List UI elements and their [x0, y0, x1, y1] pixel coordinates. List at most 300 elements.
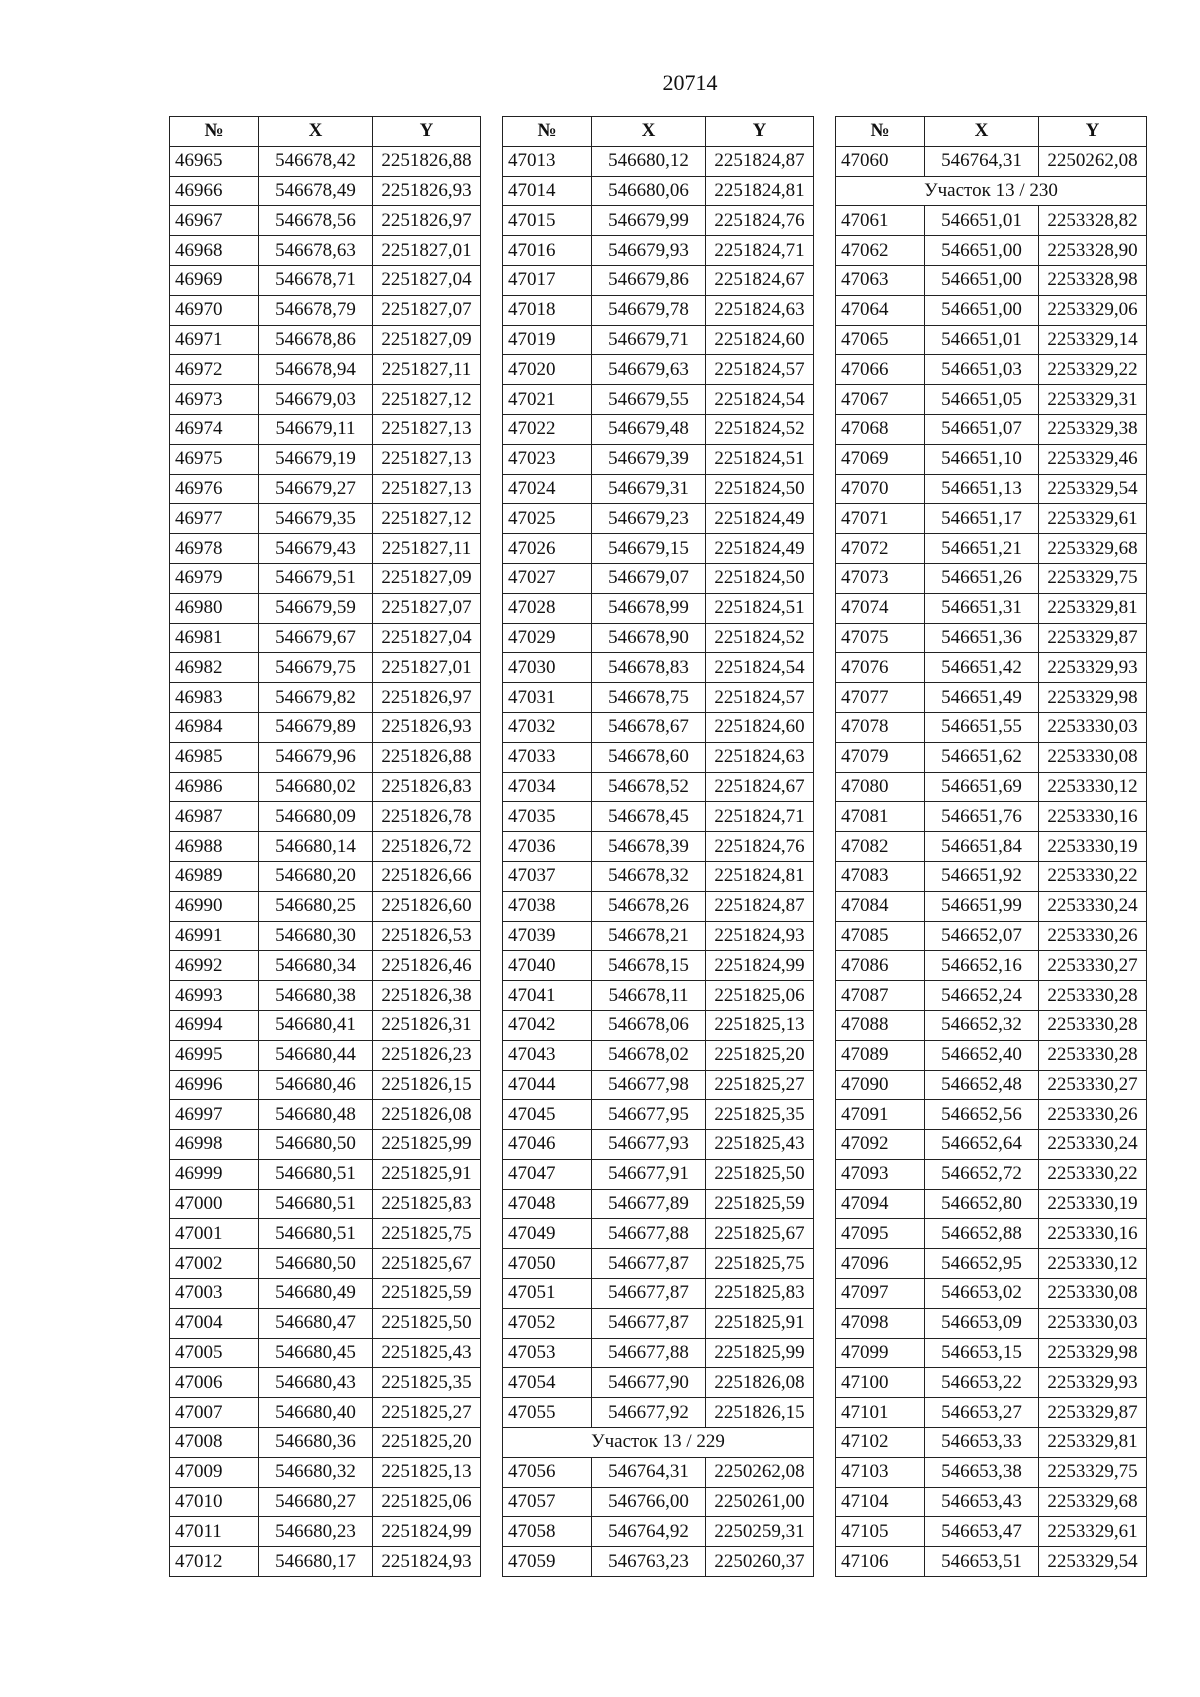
header-number: № [836, 117, 925, 147]
y-coordinate-cell: 2253329,98 [1039, 683, 1147, 713]
table-row [503, 534, 814, 564]
table-row [503, 1249, 814, 1279]
x-coordinate-cell: 546680,47 [259, 1308, 373, 1338]
x-coordinate-cell: 546678,60 [592, 742, 706, 772]
x-coordinate-cell: 546678,42 [259, 146, 373, 176]
point-number-cell: 47099 [836, 1338, 925, 1368]
point-number-cell: 47069 [836, 444, 925, 474]
x-coordinate-cell: 546677,92 [592, 1398, 706, 1428]
point-number-cell: 46967 [170, 206, 259, 236]
y-coordinate-cell: 2251826,93 [373, 176, 481, 206]
x-coordinate-cell: 546680,51 [259, 1219, 373, 1249]
x-coordinate-cell: 546678,86 [259, 325, 373, 355]
y-coordinate-cell: 2251825,75 [373, 1219, 481, 1249]
y-coordinate-cell: 2251825,35 [706, 1100, 814, 1130]
point-number-cell: 47025 [503, 504, 592, 534]
table-row [503, 146, 814, 176]
y-coordinate-cell: 2253329,81 [1039, 1428, 1147, 1458]
y-coordinate-cell: 2251825,75 [706, 1249, 814, 1279]
point-number-cell: 47039 [503, 921, 592, 951]
table-row [170, 1368, 481, 1398]
y-coordinate-cell: 2253330,12 [1039, 772, 1147, 802]
table-row [170, 295, 481, 325]
table-row [836, 1517, 1147, 1547]
y-coordinate-cell: 2253329,87 [1039, 1398, 1147, 1428]
y-coordinate-cell: 2251825,13 [373, 1457, 481, 1487]
table-row [503, 1070, 814, 1100]
point-number-cell: 46991 [170, 921, 259, 951]
table-row [170, 1219, 481, 1249]
x-coordinate-cell: 546653,43 [925, 1487, 1039, 1517]
table-row [170, 1070, 481, 1100]
header-number: № [170, 117, 259, 147]
page-number: 20714 [662, 70, 718, 95]
point-number-cell: 47031 [503, 683, 592, 713]
y-coordinate-cell: 2253330,03 [1039, 712, 1147, 742]
x-coordinate-cell: 546651,07 [925, 414, 1039, 444]
y-coordinate-cell: 2251824,51 [706, 444, 814, 474]
x-coordinate-cell: 546678,99 [592, 593, 706, 623]
header-y: Y [373, 117, 481, 147]
point-number-cell: 47070 [836, 474, 925, 504]
point-number-cell: 47098 [836, 1308, 925, 1338]
point-number-cell: 47059 [503, 1547, 592, 1577]
point-number-cell: 47076 [836, 653, 925, 683]
table-row [503, 593, 814, 623]
x-coordinate-cell: 546652,80 [925, 1189, 1039, 1219]
y-coordinate-cell: 2251825,20 [706, 1040, 814, 1070]
x-coordinate-cell: 546678,90 [592, 623, 706, 653]
table-row [836, 1040, 1147, 1070]
point-number-cell: 46974 [170, 414, 259, 444]
y-coordinate-cell: 2251826,66 [373, 861, 481, 891]
x-coordinate-cell: 546653,38 [925, 1457, 1039, 1487]
table-row [836, 563, 1147, 593]
table-row [503, 1010, 814, 1040]
y-coordinate-cell: 2251827,07 [373, 593, 481, 623]
x-coordinate-cell: 546680,02 [259, 772, 373, 802]
x-coordinate-cell: 546651,13 [925, 474, 1039, 504]
x-coordinate-cell: 546651,55 [925, 712, 1039, 742]
table-row [503, 265, 814, 295]
x-coordinate-cell: 546653,02 [925, 1279, 1039, 1309]
y-coordinate-cell: 2251827,09 [373, 325, 481, 355]
table-row [170, 1487, 481, 1517]
point-number-cell: 47045 [503, 1100, 592, 1130]
x-coordinate-cell: 546679,63 [592, 355, 706, 385]
x-coordinate-cell: 546678,52 [592, 772, 706, 802]
y-coordinate-cell: 2250259,31 [706, 1517, 814, 1547]
x-coordinate-cell: 546677,98 [592, 1070, 706, 1100]
y-coordinate-cell: 2251827,01 [373, 653, 481, 683]
table-row [836, 1070, 1147, 1100]
table-row [836, 593, 1147, 623]
table-row [170, 385, 481, 415]
y-coordinate-cell: 2251824,54 [706, 653, 814, 683]
x-coordinate-cell: 546680,09 [259, 802, 373, 832]
point-number-cell: 47078 [836, 712, 925, 742]
point-number-cell: 47065 [836, 325, 925, 355]
y-coordinate-cell: 2251824,76 [706, 832, 814, 862]
x-coordinate-cell: 546764,31 [925, 146, 1039, 176]
y-coordinate-cell: 2251825,35 [373, 1368, 481, 1398]
table-row [836, 1159, 1147, 1189]
y-coordinate-cell: 2251824,49 [706, 504, 814, 534]
y-coordinate-cell: 2251825,06 [373, 1487, 481, 1517]
table-row [170, 444, 481, 474]
header-x: X [592, 117, 706, 147]
x-coordinate-cell: 546678,02 [592, 1040, 706, 1070]
table-row [836, 206, 1147, 236]
y-coordinate-cell: 2251827,04 [373, 623, 481, 653]
table-row [836, 1338, 1147, 1368]
x-coordinate-cell: 546651,31 [925, 593, 1039, 623]
table-row [836, 1219, 1147, 1249]
point-number-cell: 47074 [836, 593, 925, 623]
header-x: X [259, 117, 373, 147]
point-number-cell: 47094 [836, 1189, 925, 1219]
table-row [836, 474, 1147, 504]
x-coordinate-cell: 546680,45 [259, 1338, 373, 1368]
table-row [170, 236, 481, 266]
y-coordinate-cell: 2253329,61 [1039, 1517, 1147, 1547]
point-number-cell: 47056 [503, 1457, 592, 1487]
y-coordinate-cell: 2253330,19 [1039, 1189, 1147, 1219]
point-number-cell: 46969 [170, 265, 259, 295]
table-row [170, 534, 481, 564]
table-row [836, 1398, 1147, 1428]
point-number-cell: 47019 [503, 325, 592, 355]
y-coordinate-cell: 2251825,83 [706, 1279, 814, 1309]
x-coordinate-cell: 546651,36 [925, 623, 1039, 653]
y-coordinate-cell: 2253330,19 [1039, 832, 1147, 862]
table-row [503, 1130, 814, 1160]
table-row [170, 623, 481, 653]
y-coordinate-cell: 2253330,26 [1039, 921, 1147, 951]
table-row [836, 1130, 1147, 1160]
x-coordinate-cell: 546678,83 [592, 653, 706, 683]
point-number-cell: 46985 [170, 742, 259, 772]
x-coordinate-cell: 546679,07 [592, 563, 706, 593]
point-number-cell: 47067 [836, 385, 925, 415]
x-coordinate-cell: 546763,23 [592, 1547, 706, 1577]
y-coordinate-cell: 2251826,88 [373, 742, 481, 772]
point-number-cell: 47004 [170, 1308, 259, 1338]
header-number: № [503, 117, 592, 147]
table-row [836, 861, 1147, 891]
y-coordinate-cell: 2253330,08 [1039, 742, 1147, 772]
point-number-cell: 47089 [836, 1040, 925, 1070]
table-row [170, 1308, 481, 1338]
x-coordinate-cell: 546679,67 [259, 623, 373, 653]
x-coordinate-cell: 546652,95 [925, 1249, 1039, 1279]
y-coordinate-cell: 2251824,99 [373, 1517, 481, 1547]
point-number-cell: 47091 [836, 1100, 925, 1130]
x-coordinate-cell: 546679,93 [592, 236, 706, 266]
table-row [170, 414, 481, 444]
x-coordinate-cell: 546680,12 [592, 146, 706, 176]
section-title: Участок 13 / 230 [836, 176, 1147, 206]
y-coordinate-cell: 2253328,90 [1039, 236, 1147, 266]
point-number-cell: 47005 [170, 1338, 259, 1368]
x-coordinate-cell: 546652,32 [925, 1010, 1039, 1040]
table-row [836, 1487, 1147, 1517]
table-row [836, 355, 1147, 385]
table-row [170, 1457, 481, 1487]
point-number-cell: 47007 [170, 1398, 259, 1428]
x-coordinate-cell: 546680,49 [259, 1279, 373, 1309]
table-row [170, 176, 481, 206]
point-number-cell: 47012 [170, 1547, 259, 1577]
x-coordinate-cell: 546679,39 [592, 444, 706, 474]
table-row [503, 1517, 814, 1547]
y-coordinate-cell: 2251824,81 [706, 861, 814, 891]
x-coordinate-cell: 546652,16 [925, 951, 1039, 981]
y-coordinate-cell: 2251824,67 [706, 265, 814, 295]
x-coordinate-cell: 546651,69 [925, 772, 1039, 802]
x-coordinate-cell: 546651,42 [925, 653, 1039, 683]
table-row [503, 1368, 814, 1398]
point-number-cell: 47062 [836, 236, 925, 266]
point-number-cell: 47016 [503, 236, 592, 266]
y-coordinate-cell: 2253330,26 [1039, 1100, 1147, 1130]
x-coordinate-cell: 546680,34 [259, 951, 373, 981]
x-coordinate-cell: 546652,24 [925, 981, 1039, 1011]
table-row [170, 1159, 481, 1189]
point-number-cell: 47066 [836, 355, 925, 385]
point-number-cell: 47014 [503, 176, 592, 206]
table-row [836, 623, 1147, 653]
y-coordinate-cell: 2251826,72 [373, 832, 481, 862]
x-coordinate-cell: 546653,33 [925, 1428, 1039, 1458]
x-coordinate-cell: 546680,14 [259, 832, 373, 862]
table-row [503, 1159, 814, 1189]
point-number-cell: 47096 [836, 1249, 925, 1279]
point-number-cell: 47003 [170, 1279, 259, 1309]
x-coordinate-cell: 546679,11 [259, 414, 373, 444]
x-coordinate-cell: 546679,48 [592, 414, 706, 444]
y-coordinate-cell: 2251824,60 [706, 712, 814, 742]
point-number-cell: 47072 [836, 534, 925, 564]
y-coordinate-cell: 2251827,11 [373, 534, 481, 564]
table-row [170, 951, 481, 981]
point-number-cell: 47057 [503, 1487, 592, 1517]
table-row [836, 504, 1147, 534]
table-header-row [503, 117, 814, 147]
point-number-cell: 46973 [170, 385, 259, 415]
table-row [836, 265, 1147, 295]
point-number-cell: 47051 [503, 1279, 592, 1309]
point-number-cell: 47060 [836, 146, 925, 176]
point-number-cell: 47032 [503, 712, 592, 742]
table-row [170, 802, 481, 832]
y-coordinate-cell: 2253329,93 [1039, 653, 1147, 683]
y-coordinate-cell: 2250260,37 [706, 1547, 814, 1577]
table-row [170, 1189, 481, 1219]
x-coordinate-cell: 546680,40 [259, 1398, 373, 1428]
x-coordinate-cell: 546678,45 [592, 802, 706, 832]
y-coordinate-cell: 2253329,68 [1039, 1487, 1147, 1517]
x-coordinate-cell: 546680,23 [259, 1517, 373, 1547]
point-number-cell: 46995 [170, 1040, 259, 1070]
y-coordinate-cell: 2253330,28 [1039, 1010, 1147, 1040]
point-number-cell: 47043 [503, 1040, 592, 1070]
table-row [503, 891, 814, 921]
x-coordinate-cell: 546679,35 [259, 504, 373, 534]
point-number-cell: 47090 [836, 1070, 925, 1100]
table-row [503, 563, 814, 593]
table-row [836, 1100, 1147, 1130]
y-coordinate-cell: 2251824,57 [706, 683, 814, 713]
table-row [503, 1040, 814, 1070]
table-row [836, 1010, 1147, 1040]
y-coordinate-cell: 2253330,03 [1039, 1308, 1147, 1338]
x-coordinate-cell: 546680,50 [259, 1249, 373, 1279]
y-coordinate-cell: 2251824,52 [706, 414, 814, 444]
y-coordinate-cell: 2251824,71 [706, 802, 814, 832]
point-number-cell: 47053 [503, 1338, 592, 1368]
table-row [170, 593, 481, 623]
y-coordinate-cell: 2253329,61 [1039, 504, 1147, 534]
table-row [503, 951, 814, 981]
table-row [836, 832, 1147, 862]
y-coordinate-cell: 2253329,68 [1039, 534, 1147, 564]
table-row [503, 325, 814, 355]
point-number-cell: 47097 [836, 1279, 925, 1309]
y-coordinate-cell: 2251826,97 [373, 206, 481, 236]
point-number-cell: 47055 [503, 1398, 592, 1428]
point-number-cell: 47023 [503, 444, 592, 474]
coordinates-table-2 [502, 116, 814, 1577]
x-coordinate-cell: 546679,43 [259, 534, 373, 564]
x-coordinate-cell: 546651,21 [925, 534, 1039, 564]
y-coordinate-cell: 2251826,23 [373, 1040, 481, 1070]
point-number-cell: 47052 [503, 1308, 592, 1338]
table-row [836, 1279, 1147, 1309]
x-coordinate-cell: 546678,11 [592, 981, 706, 1011]
table-row [836, 742, 1147, 772]
table-row [170, 504, 481, 534]
x-coordinate-cell: 546651,01 [925, 325, 1039, 355]
y-coordinate-cell: 2253329,98 [1039, 1338, 1147, 1368]
y-coordinate-cell: 2251825,06 [706, 981, 814, 1011]
x-coordinate-cell: 546677,91 [592, 1159, 706, 1189]
point-number-cell: 46988 [170, 832, 259, 862]
x-coordinate-cell: 546680,43 [259, 1368, 373, 1398]
point-number-cell: 47071 [836, 504, 925, 534]
table-row [503, 176, 814, 206]
y-coordinate-cell: 2251825,50 [373, 1308, 481, 1338]
header-x: X [925, 117, 1039, 147]
y-coordinate-cell: 2251825,43 [706, 1130, 814, 1160]
table-row [503, 295, 814, 325]
table-row [170, 146, 481, 176]
y-coordinate-cell: 2253330,22 [1039, 861, 1147, 891]
y-coordinate-cell: 2250262,08 [1039, 146, 1147, 176]
point-number-cell: 47011 [170, 1517, 259, 1547]
y-coordinate-cell: 2251824,60 [706, 325, 814, 355]
y-coordinate-cell: 2251826,46 [373, 951, 481, 981]
x-coordinate-cell: 546680,27 [259, 1487, 373, 1517]
x-coordinate-cell: 546679,82 [259, 683, 373, 713]
x-coordinate-cell: 546651,62 [925, 742, 1039, 772]
point-number-cell: 47036 [503, 832, 592, 862]
x-coordinate-cell: 546678,79 [259, 295, 373, 325]
y-coordinate-cell: 2251824,71 [706, 236, 814, 266]
header-y: Y [1039, 117, 1147, 147]
table-row [836, 1189, 1147, 1219]
point-number-cell: 46972 [170, 355, 259, 385]
point-number-cell: 47042 [503, 1010, 592, 1040]
y-coordinate-cell: 2251825,59 [373, 1279, 481, 1309]
table-row [836, 653, 1147, 683]
x-coordinate-cell: 546678,63 [259, 236, 373, 266]
table-row [836, 891, 1147, 921]
x-coordinate-cell: 546651,26 [925, 563, 1039, 593]
table-row [170, 861, 481, 891]
y-coordinate-cell: 2251825,20 [373, 1428, 481, 1458]
table-row [503, 206, 814, 236]
y-coordinate-cell: 2251824,63 [706, 742, 814, 772]
x-coordinate-cell: 546653,22 [925, 1368, 1039, 1398]
table-row [170, 1428, 481, 1458]
point-number-cell: 47047 [503, 1159, 592, 1189]
y-coordinate-cell: 2251824,52 [706, 623, 814, 653]
point-number-cell: 46965 [170, 146, 259, 176]
point-number-cell: 47037 [503, 861, 592, 891]
x-coordinate-cell: 546651,01 [925, 206, 1039, 236]
point-number-cell: 47041 [503, 981, 592, 1011]
table-row [836, 712, 1147, 742]
point-number-cell: 47068 [836, 414, 925, 444]
x-coordinate-cell: 546677,88 [592, 1338, 706, 1368]
point-number-cell: 47100 [836, 1368, 925, 1398]
point-number-cell: 46982 [170, 653, 259, 683]
point-number-cell: 46984 [170, 712, 259, 742]
y-coordinate-cell: 2251825,59 [706, 1189, 814, 1219]
point-number-cell: 47082 [836, 832, 925, 862]
y-coordinate-cell: 2251825,99 [373, 1130, 481, 1160]
x-coordinate-cell: 546653,27 [925, 1398, 1039, 1428]
point-number-cell: 47049 [503, 1219, 592, 1249]
point-number-cell: 47085 [836, 921, 925, 951]
table-row [170, 832, 481, 862]
point-number-cell: 47035 [503, 802, 592, 832]
y-coordinate-cell: 2251825,67 [373, 1249, 481, 1279]
point-number-cell: 47000 [170, 1189, 259, 1219]
y-coordinate-cell: 2251824,57 [706, 355, 814, 385]
table-row [503, 653, 814, 683]
y-coordinate-cell: 2253329,54 [1039, 1547, 1147, 1577]
point-number-cell: 47034 [503, 772, 592, 802]
y-coordinate-cell: 2251826,15 [373, 1070, 481, 1100]
y-coordinate-cell: 2253329,93 [1039, 1368, 1147, 1398]
y-coordinate-cell: 2251824,99 [706, 951, 814, 981]
x-coordinate-cell: 546677,88 [592, 1219, 706, 1249]
table-row [503, 772, 814, 802]
point-number-cell: 47061 [836, 206, 925, 236]
y-coordinate-cell: 2253328,98 [1039, 265, 1147, 295]
x-coordinate-cell: 546679,31 [592, 474, 706, 504]
point-number-cell: 47103 [836, 1457, 925, 1487]
y-coordinate-cell: 2251827,07 [373, 295, 481, 325]
x-coordinate-cell: 546651,84 [925, 832, 1039, 862]
section-title: Участок 13 / 229 [503, 1428, 814, 1458]
point-number-cell: 47010 [170, 1487, 259, 1517]
y-coordinate-cell: 2253330,24 [1039, 891, 1147, 921]
x-coordinate-cell: 546678,56 [259, 206, 373, 236]
x-coordinate-cell: 546652,72 [925, 1159, 1039, 1189]
